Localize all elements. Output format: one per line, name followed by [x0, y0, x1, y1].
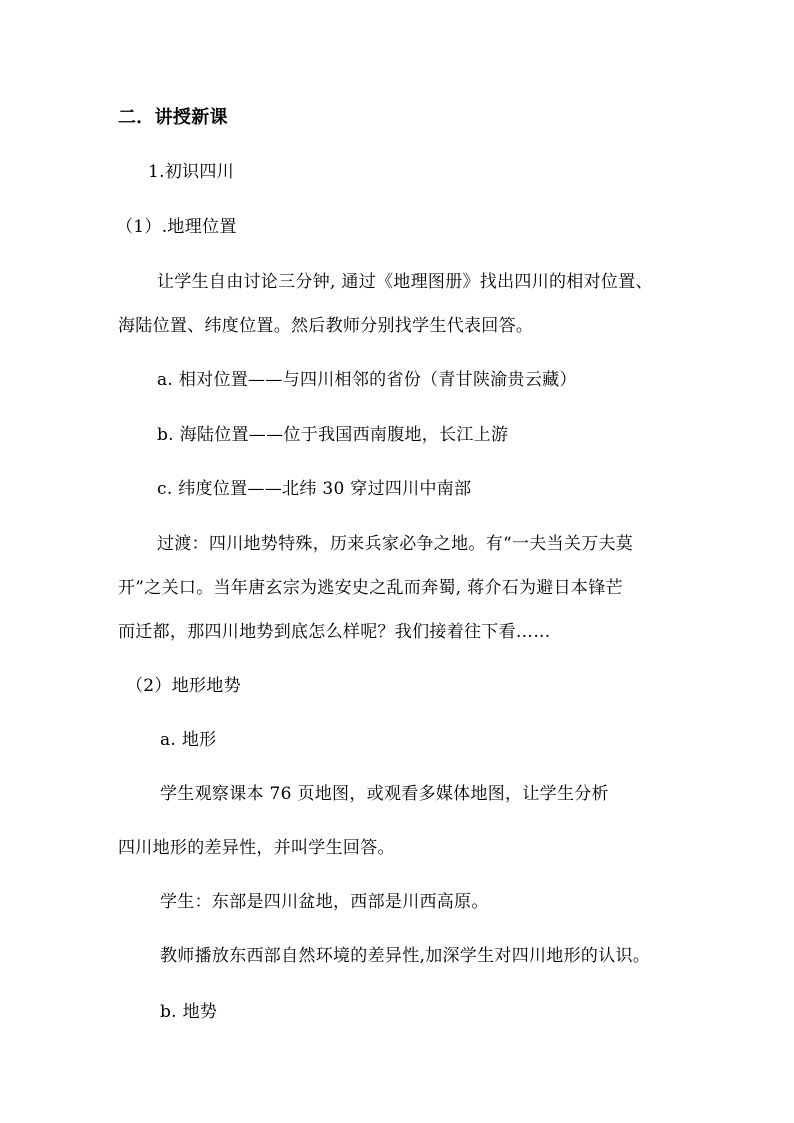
- paragraph-line: 让学生自由讨论三分钟, 通过《地理图册》找出四川的相对位置、: [157, 272, 653, 292]
- list-item: b. 海陆位置——位于我国西南腹地，长江上游: [157, 425, 509, 445]
- paragraph-line: 学生：东部是四川盆地，西部是川西高原。: [160, 892, 489, 912]
- paragraph-line: 过渡：四川地势特殊，历来兵家必争之地。有“一夫当关万夫莫: [157, 534, 634, 554]
- section-heading: 二．讲授新课: [118, 107, 228, 128]
- paragraph-line: 开”之关口。当年唐玄宗为逃安史之乱而奔蜀, 蒋介石为避日本锋芒: [118, 578, 623, 598]
- list-item: b. 地势: [160, 1002, 218, 1022]
- subsection-title: （1）.地理位置: [116, 217, 237, 237]
- paragraph-line: 而迁都，那四川地势到底怎么样呢？我们接着往下看……: [118, 622, 551, 642]
- list-item: c. 纬度位置——北纬 30 穿过四川中南部: [157, 479, 472, 499]
- subsection-title: 1.初识四川: [148, 162, 235, 182]
- paragraph-line: 教师播放东西部自然环境的差异性,加深学生对四川地形的认识。: [160, 946, 651, 966]
- paragraph-line: 海陆位置、纬度位置。然后教师分别找学生代表回答。: [118, 316, 534, 336]
- list-item: a. 地形: [160, 730, 217, 750]
- list-item: a. 相对位置——与四川相邻的省份（青甘陕渝贵云藏）: [157, 370, 577, 390]
- paragraph-line: 学生观察课本 76 页地图，或观看多媒体地图，让学生分析: [160, 784, 609, 804]
- paragraph-line: 四川地形的差异性，并叫学生回答。: [118, 838, 395, 858]
- subsection-title: （2）地形地势: [126, 676, 241, 696]
